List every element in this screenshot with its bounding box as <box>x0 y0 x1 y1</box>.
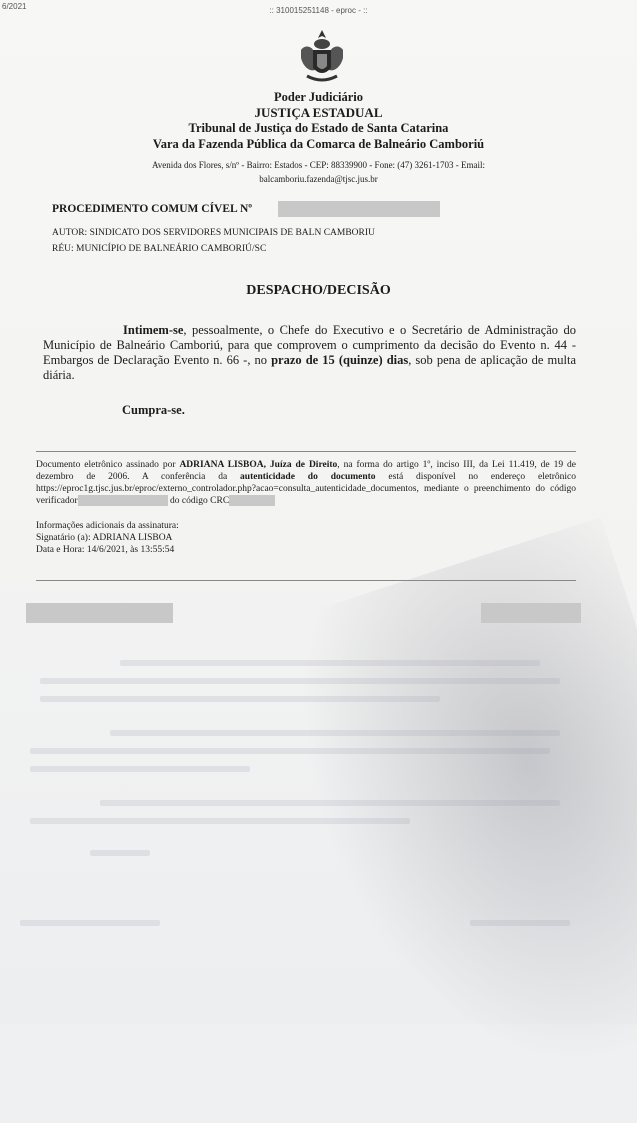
header-line1: Poder Judiciário <box>273 90 363 104</box>
bleed-through <box>470 920 570 926</box>
sig-text-3: está disponível no endereço eletrônico https://eproc1g.tjsc.jus.br/eproc/externo_controlador.php?acao=consulta_autenticidade_documentos, mediante o preenchimento do código verificador <box>36 472 576 506</box>
header-address1: Avenida dos Flores, s/nº - Bairro: Estados - CEP: 88339900 - Fone: (47) 3261-1703 - Email: <box>151 160 486 170</box>
top-date: 6/2021 <box>2 2 27 11</box>
document-heading: DESPACHO/DECISÃO <box>246 283 391 298</box>
top-code: :: 310015251148 - eproc - :: <box>269 6 368 15</box>
sig-date: Data e Hora: 14/6/2021, às 13:55:54 <box>36 545 175 555</box>
body-bold-prazo: prazo de 15 (quinze) dias <box>271 353 409 367</box>
header-line4: Vara da Fazenda Pública da Comarca de Balneário Camboriú <box>152 137 485 151</box>
sig-text-1: Documento eletrônico assinado por <box>36 460 180 470</box>
bleed-through <box>40 696 440 702</box>
sig-info-label: Informações adicionais da assinatura: <box>36 521 179 531</box>
bleed-through <box>90 850 150 856</box>
body-bold-intimem: Intimem-se <box>123 323 184 337</box>
divider-top <box>36 451 576 452</box>
redacted-crc-code <box>229 495 275 506</box>
sig-signatario: Signatário (a): ADRIANA LISBOA <box>36 533 173 543</box>
case-reu: RÉU: MUNICÍPIO DE BALNEÁRIO CAMBORIÚ/SC <box>52 244 267 254</box>
body-text-b: , sob pena de aplicação de multa diária. <box>43 353 576 382</box>
bleed-through <box>30 766 250 772</box>
bleed-through <box>20 920 160 926</box>
sig-signer: ADRIANA LISBOA, Juíza de Direito <box>179 460 338 470</box>
header-line3: Tribunal de Justiça do Estado de Santa Catarina <box>188 121 449 135</box>
case-autor: AUTOR: SINDICATO DOS SERVIDORES MUNICIPAIS DE BALN CAMBORIU <box>52 228 375 238</box>
bleed-through <box>30 818 410 824</box>
case-title: PROCEDIMENTO COMUM CÍVEL Nº <box>52 203 253 215</box>
redacted-case-number <box>278 201 440 217</box>
coat-of-arms-icon <box>295 26 349 86</box>
redacted-verifier-code <box>78 495 168 506</box>
sig-text-4: do código CRC <box>167 496 230 506</box>
bleed-through <box>30 748 550 754</box>
sig-authenticity: autenticidade do documento <box>240 472 376 482</box>
body-text-a: , pessoalmente, o Chefe do Executivo e o Secretário de Administração do Município de Balneário Camboriú, para que comprovem o cumprimento da decisão do Evento n. 44 - Embargos de Declaração Evento n. 66 -, no <box>43 323 576 367</box>
header-line2: JUSTIÇA ESTADUAL <box>254 105 383 120</box>
bleed-through <box>100 800 560 806</box>
body-paragraph <box>43 323 576 383</box>
signature-block <box>36 459 576 507</box>
bleed-through <box>40 678 560 684</box>
bleed-through <box>110 730 560 736</box>
redacted-footer-right <box>481 603 581 623</box>
bleed-through <box>120 660 540 666</box>
divider-bottom <box>36 580 576 581</box>
redacted-footer-left <box>26 603 173 623</box>
sig-text-2: , na forma do artigo 1º, inciso III, da Lei 11.419, de 19 de dezembro de 2006. A conferência da <box>36 460 576 482</box>
body-cumpra-se: Cumpra-se. <box>122 403 185 417</box>
header-address2: balcamboriu.fazenda@tjsc.jus.br <box>259 174 378 184</box>
